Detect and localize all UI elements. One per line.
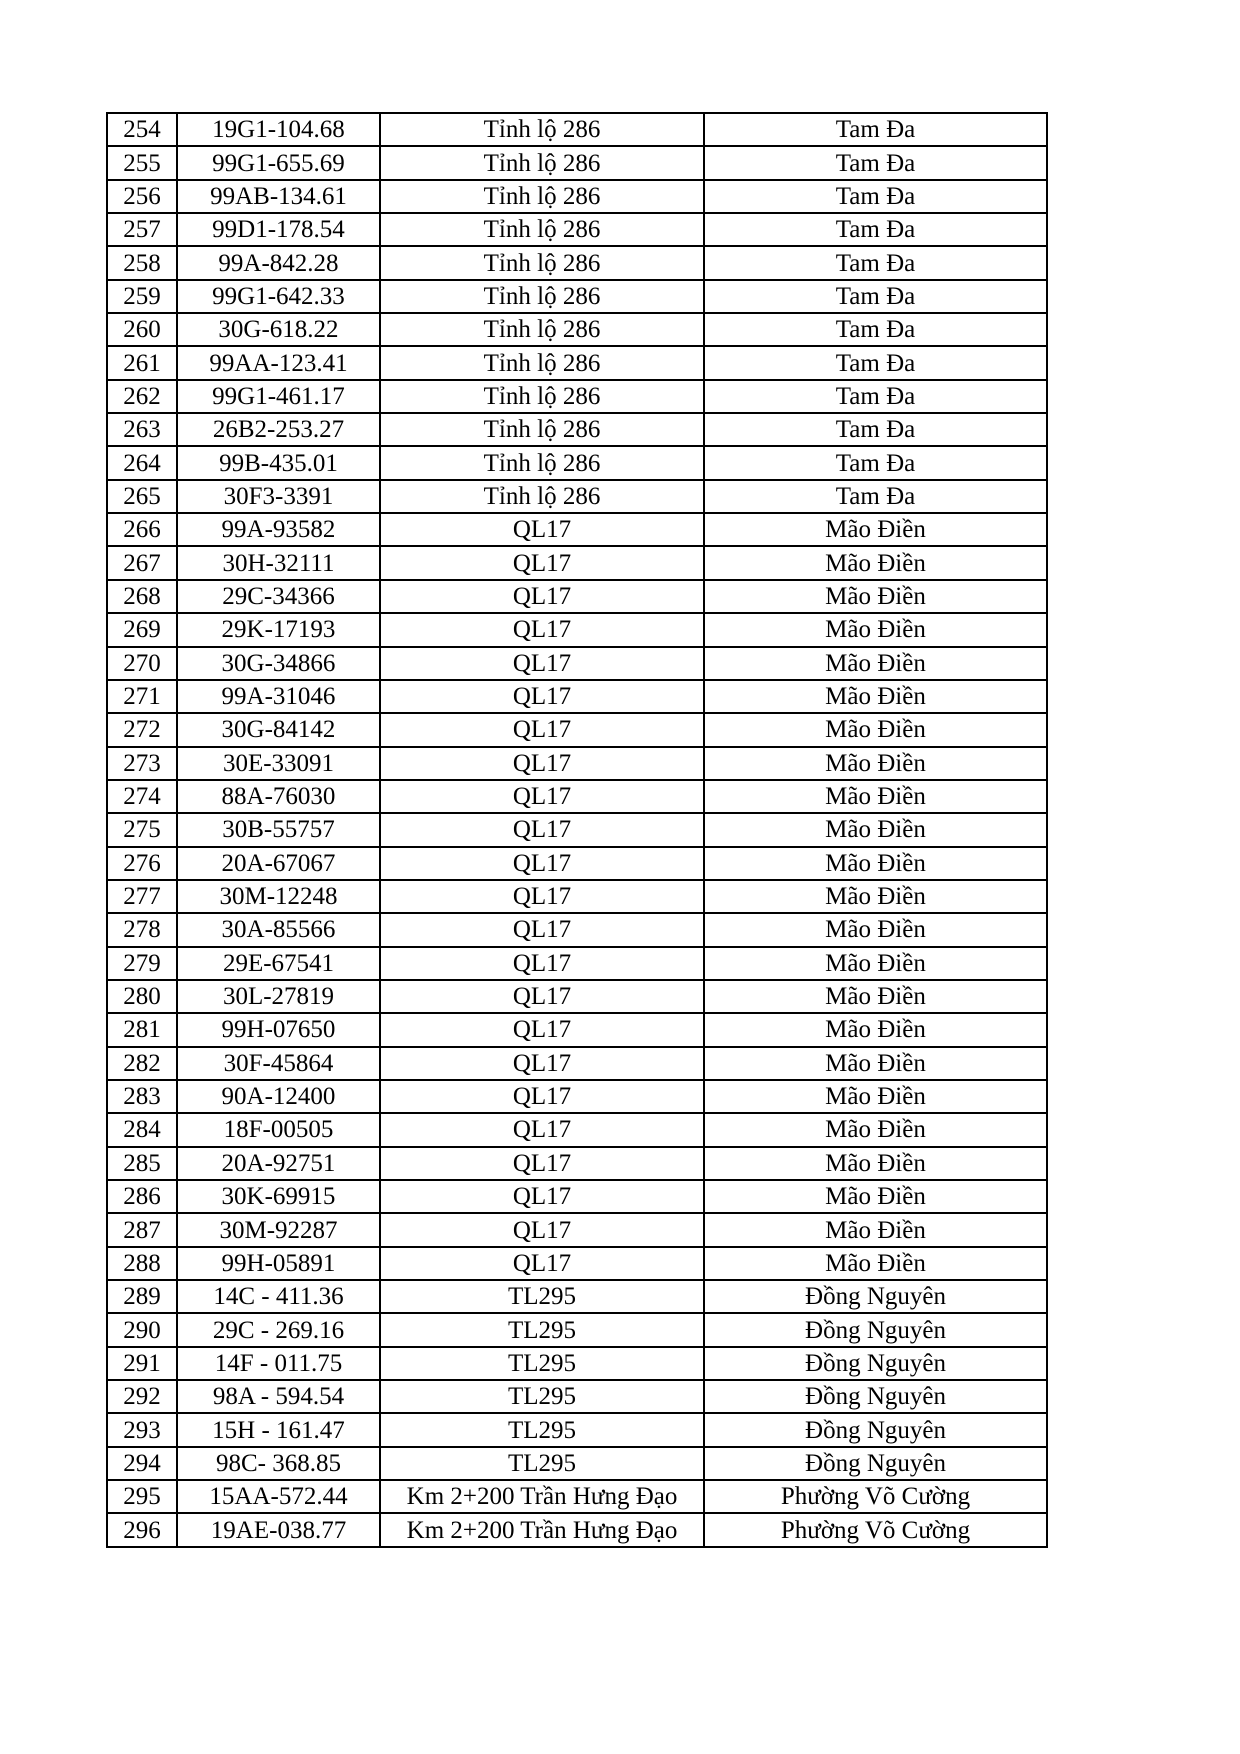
road-cell: QL17	[380, 680, 704, 713]
row-number-cell: 258	[107, 246, 177, 279]
license-plate-cell: 30F-45864	[177, 1047, 380, 1080]
area-cell: Mão Điền	[704, 513, 1047, 546]
row-number-cell: 288	[107, 1247, 177, 1280]
row-number-cell: 278	[107, 913, 177, 946]
area-cell: Mão Điền	[704, 813, 1047, 846]
road-cell: Tỉnh lộ 286	[380, 246, 704, 279]
row-number-cell: 293	[107, 1413, 177, 1446]
row-number-cell: 276	[107, 847, 177, 880]
area-cell: Mão Điền	[704, 713, 1047, 746]
road-cell: TL295	[380, 1380, 704, 1413]
table-row	[107, 146, 1047, 179]
table-row	[107, 246, 1047, 279]
license-plate-cell: 30L-27819	[177, 980, 380, 1013]
row-number-cell: 279	[107, 947, 177, 980]
area-cell: Mão Điền	[704, 613, 1047, 646]
license-plate-cell: 99G1-461.17	[177, 380, 380, 413]
license-plate-cell: 88A-76030	[177, 780, 380, 813]
road-cell: Km 2+200 Trần Hưng Đạo	[380, 1480, 704, 1513]
row-number-cell: 286	[107, 1180, 177, 1213]
row-number-cell: 290	[107, 1313, 177, 1346]
row-number-cell: 272	[107, 713, 177, 746]
row-number-cell: 295	[107, 1480, 177, 1513]
road-cell: QL17	[380, 1047, 704, 1080]
license-plate-cell: 99H-05891	[177, 1247, 380, 1280]
road-cell: Tỉnh lộ 286	[380, 413, 704, 446]
row-number-cell: 283	[107, 1080, 177, 1113]
area-cell: Tam Đa	[704, 346, 1047, 379]
row-number-cell: 294	[107, 1447, 177, 1480]
license-plate-cell: 99D1-178.54	[177, 213, 380, 246]
table-row	[107, 1313, 1047, 1346]
area-cell: Tam Đa	[704, 480, 1047, 513]
violation-table-body	[107, 113, 1047, 1547]
area-cell: Tam Đa	[704, 413, 1047, 446]
road-cell: QL17	[380, 1213, 704, 1246]
road-cell: TL295	[380, 1313, 704, 1346]
area-cell: Tam Đa	[704, 313, 1047, 346]
table-row	[107, 880, 1047, 913]
row-number-cell: 255	[107, 146, 177, 179]
row-number-cell: 269	[107, 613, 177, 646]
row-number-cell: 289	[107, 1280, 177, 1313]
table-row	[107, 546, 1047, 579]
road-cell: QL17	[380, 713, 704, 746]
area-cell: Đồng Nguyên	[704, 1380, 1047, 1413]
area-cell: Mão Điền	[704, 546, 1047, 579]
area-cell: Mão Điền	[704, 1047, 1047, 1080]
license-plate-cell: 20A-92751	[177, 1147, 380, 1180]
road-cell: Tỉnh lộ 286	[380, 446, 704, 479]
area-cell: Tam Đa	[704, 380, 1047, 413]
road-cell: QL17	[380, 1180, 704, 1213]
row-number-cell: 262	[107, 380, 177, 413]
license-plate-cell: 99G1-642.33	[177, 280, 380, 313]
row-number-cell: 292	[107, 1380, 177, 1413]
license-plate-cell: 30G-618.22	[177, 313, 380, 346]
table-row	[107, 847, 1047, 880]
table-row	[107, 1247, 1047, 1280]
row-number-cell: 281	[107, 1013, 177, 1046]
road-cell: QL17	[380, 747, 704, 780]
license-plate-cell: 14F - 011.75	[177, 1347, 380, 1380]
row-number-cell: 285	[107, 1147, 177, 1180]
area-cell: Tam Đa	[704, 146, 1047, 179]
license-plate-cell: 14C - 411.36	[177, 1280, 380, 1313]
area-cell: Đồng Nguyên	[704, 1413, 1047, 1446]
table-row	[107, 1513, 1047, 1546]
table-row	[107, 580, 1047, 613]
table-row	[107, 446, 1047, 479]
license-plate-cell: 90A-12400	[177, 1080, 380, 1113]
license-plate-cell: 99A-93582	[177, 513, 380, 546]
table-row	[107, 313, 1047, 346]
area-cell: Tam Đa	[704, 446, 1047, 479]
table-row	[107, 1347, 1047, 1380]
table-row	[107, 980, 1047, 1013]
license-plate-cell: 30F3-3391	[177, 480, 380, 513]
table-row	[107, 380, 1047, 413]
road-cell: QL17	[380, 813, 704, 846]
area-cell: Tam Đa	[704, 213, 1047, 246]
license-plate-cell: 26B2-253.27	[177, 413, 380, 446]
table-row	[107, 1413, 1047, 1446]
road-cell: TL295	[380, 1280, 704, 1313]
table-row	[107, 1080, 1047, 1113]
road-cell: QL17	[380, 513, 704, 546]
road-cell: Tỉnh lộ 286	[380, 146, 704, 179]
license-plate-cell: 19G1-104.68	[177, 113, 380, 146]
table-row	[107, 713, 1047, 746]
area-cell: Tam Đa	[704, 280, 1047, 313]
license-plate-cell: 99AA-123.41	[177, 346, 380, 379]
road-cell: QL17	[380, 847, 704, 880]
table-row	[107, 1180, 1047, 1213]
license-plate-cell: 30M-92287	[177, 1213, 380, 1246]
license-plate-cell: 99AB-134.61	[177, 180, 380, 213]
road-cell: QL17	[380, 980, 704, 1013]
area-cell: Tam Đa	[704, 180, 1047, 213]
license-plate-cell: 98C- 368.85	[177, 1447, 380, 1480]
table-row	[107, 180, 1047, 213]
road-cell: QL17	[380, 947, 704, 980]
table-row	[107, 1047, 1047, 1080]
license-plate-cell: 30G-34866	[177, 647, 380, 680]
row-number-cell: 265	[107, 480, 177, 513]
road-cell: Km 2+200 Trần Hưng Đạo	[380, 1513, 704, 1546]
row-number-cell: 259	[107, 280, 177, 313]
row-number-cell: 296	[107, 1513, 177, 1546]
table-row	[107, 947, 1047, 980]
area-cell: Đồng Nguyên	[704, 1313, 1047, 1346]
table-row	[107, 1280, 1047, 1313]
table-row	[107, 913, 1047, 946]
road-cell: Tỉnh lộ 286	[380, 313, 704, 346]
area-cell: Mão Điền	[704, 913, 1047, 946]
table-row	[107, 747, 1047, 780]
area-cell: Đồng Nguyên	[704, 1347, 1047, 1380]
area-cell: Mão Điền	[704, 1080, 1047, 1113]
area-cell: Mão Điền	[704, 1113, 1047, 1146]
road-cell: QL17	[380, 1247, 704, 1280]
license-plate-cell: 98A - 594.54	[177, 1380, 380, 1413]
row-number-cell: 287	[107, 1213, 177, 1246]
row-number-cell: 274	[107, 780, 177, 813]
area-cell: Mão Điền	[704, 747, 1047, 780]
road-cell: Tỉnh lộ 286	[380, 113, 704, 146]
row-number-cell: 277	[107, 880, 177, 913]
license-plate-cell: 30A-85566	[177, 913, 380, 946]
row-number-cell: 282	[107, 1047, 177, 1080]
area-cell: Mão Điền	[704, 780, 1047, 813]
table-row	[107, 1013, 1047, 1046]
license-plate-cell: 15H - 161.47	[177, 1413, 380, 1446]
license-plate-cell: 99H-07650	[177, 1013, 380, 1046]
road-cell: QL17	[380, 1113, 704, 1146]
road-cell: QL17	[380, 613, 704, 646]
row-number-cell: 257	[107, 213, 177, 246]
row-number-cell: 270	[107, 647, 177, 680]
license-plate-cell: 29E-67541	[177, 947, 380, 980]
area-cell: Mão Điền	[704, 880, 1047, 913]
area-cell: Mão Điền	[704, 847, 1047, 880]
row-number-cell: 261	[107, 346, 177, 379]
area-cell: Mão Điền	[704, 1013, 1047, 1046]
area-cell: Mão Điền	[704, 947, 1047, 980]
area-cell: Đồng Nguyên	[704, 1280, 1047, 1313]
license-plate-cell: 29K-17193	[177, 613, 380, 646]
row-number-cell: 284	[107, 1113, 177, 1146]
area-cell: Mão Điền	[704, 1213, 1047, 1246]
row-number-cell: 280	[107, 980, 177, 1013]
row-number-cell: 254	[107, 113, 177, 146]
license-plate-cell: 29C - 269.16	[177, 1313, 380, 1346]
license-plate-cell: 29C-34366	[177, 580, 380, 613]
table-row	[107, 1380, 1047, 1413]
row-number-cell: 266	[107, 513, 177, 546]
road-cell: QL17	[380, 580, 704, 613]
road-cell: QL17	[380, 1013, 704, 1046]
license-plate-cell: 30H-32111	[177, 546, 380, 579]
table-row	[107, 780, 1047, 813]
table-row	[107, 280, 1047, 313]
license-plate-cell: 20A-67067	[177, 847, 380, 880]
table-row	[107, 1147, 1047, 1180]
table-row	[107, 613, 1047, 646]
license-plate-cell: 99G1-655.69	[177, 146, 380, 179]
road-cell: TL295	[380, 1413, 704, 1446]
table-row	[107, 113, 1047, 146]
license-plate-cell: 99A-842.28	[177, 246, 380, 279]
area-cell: Mão Điền	[704, 1147, 1047, 1180]
area-cell: Mão Điền	[704, 1247, 1047, 1280]
license-plate-cell: 30M-12248	[177, 880, 380, 913]
row-number-cell: 291	[107, 1347, 177, 1380]
license-plate-cell: 19AE-038.77	[177, 1513, 380, 1546]
license-plate-cell: 30K-69915	[177, 1180, 380, 1213]
license-plate-cell: 99A-31046	[177, 680, 380, 713]
license-plate-cell: 18F-00505	[177, 1113, 380, 1146]
table-row	[107, 1113, 1047, 1146]
area-cell: Mão Điền	[704, 980, 1047, 1013]
row-number-cell: 273	[107, 747, 177, 780]
row-number-cell: 271	[107, 680, 177, 713]
row-number-cell: 264	[107, 446, 177, 479]
table-row	[107, 513, 1047, 546]
road-cell: QL17	[380, 647, 704, 680]
area-cell: Tam Đa	[704, 246, 1047, 279]
row-number-cell: 275	[107, 813, 177, 846]
license-plate-cell: 99B-435.01	[177, 446, 380, 479]
road-cell: Tỉnh lộ 286	[380, 180, 704, 213]
table-row	[107, 480, 1047, 513]
area-cell: Mão Điền	[704, 580, 1047, 613]
table-row	[107, 813, 1047, 846]
table-row	[107, 1480, 1047, 1513]
license-plate-cell: 15AA-572.44	[177, 1480, 380, 1513]
road-cell: QL17	[380, 1147, 704, 1180]
area-cell: Mão Điền	[704, 647, 1047, 680]
row-number-cell: 263	[107, 413, 177, 446]
table-row	[107, 647, 1047, 680]
road-cell: TL295	[380, 1447, 704, 1480]
table-row	[107, 413, 1047, 446]
road-cell: Tỉnh lộ 286	[380, 346, 704, 379]
road-cell: Tỉnh lộ 286	[380, 213, 704, 246]
row-number-cell: 268	[107, 580, 177, 613]
road-cell: TL295	[380, 1347, 704, 1380]
license-plate-cell: 30E-33091	[177, 747, 380, 780]
row-number-cell: 256	[107, 180, 177, 213]
road-cell: Tỉnh lộ 286	[380, 280, 704, 313]
area-cell: Mão Điền	[704, 1180, 1047, 1213]
license-plate-cell: 30G-84142	[177, 713, 380, 746]
road-cell: Tỉnh lộ 286	[380, 480, 704, 513]
road-cell: QL17	[380, 546, 704, 579]
road-cell: QL17	[380, 913, 704, 946]
area-cell: Phường Võ Cường	[704, 1480, 1047, 1513]
road-cell: QL17	[380, 1080, 704, 1113]
table-row	[107, 680, 1047, 713]
table-row	[107, 1213, 1047, 1246]
table-row	[107, 1447, 1047, 1480]
area-cell: Tam Đa	[704, 113, 1047, 146]
area-cell: Mão Điền	[704, 680, 1047, 713]
violation-table	[106, 112, 1048, 1548]
table-row	[107, 213, 1047, 246]
row-number-cell: 260	[107, 313, 177, 346]
road-cell: QL17	[380, 780, 704, 813]
area-cell: Đồng Nguyên	[704, 1447, 1047, 1480]
license-plate-cell: 30B-55757	[177, 813, 380, 846]
road-cell: Tỉnh lộ 286	[380, 380, 704, 413]
table-row	[107, 346, 1047, 379]
area-cell: Phường Võ Cường	[704, 1513, 1047, 1546]
road-cell: QL17	[380, 880, 704, 913]
row-number-cell: 267	[107, 546, 177, 579]
